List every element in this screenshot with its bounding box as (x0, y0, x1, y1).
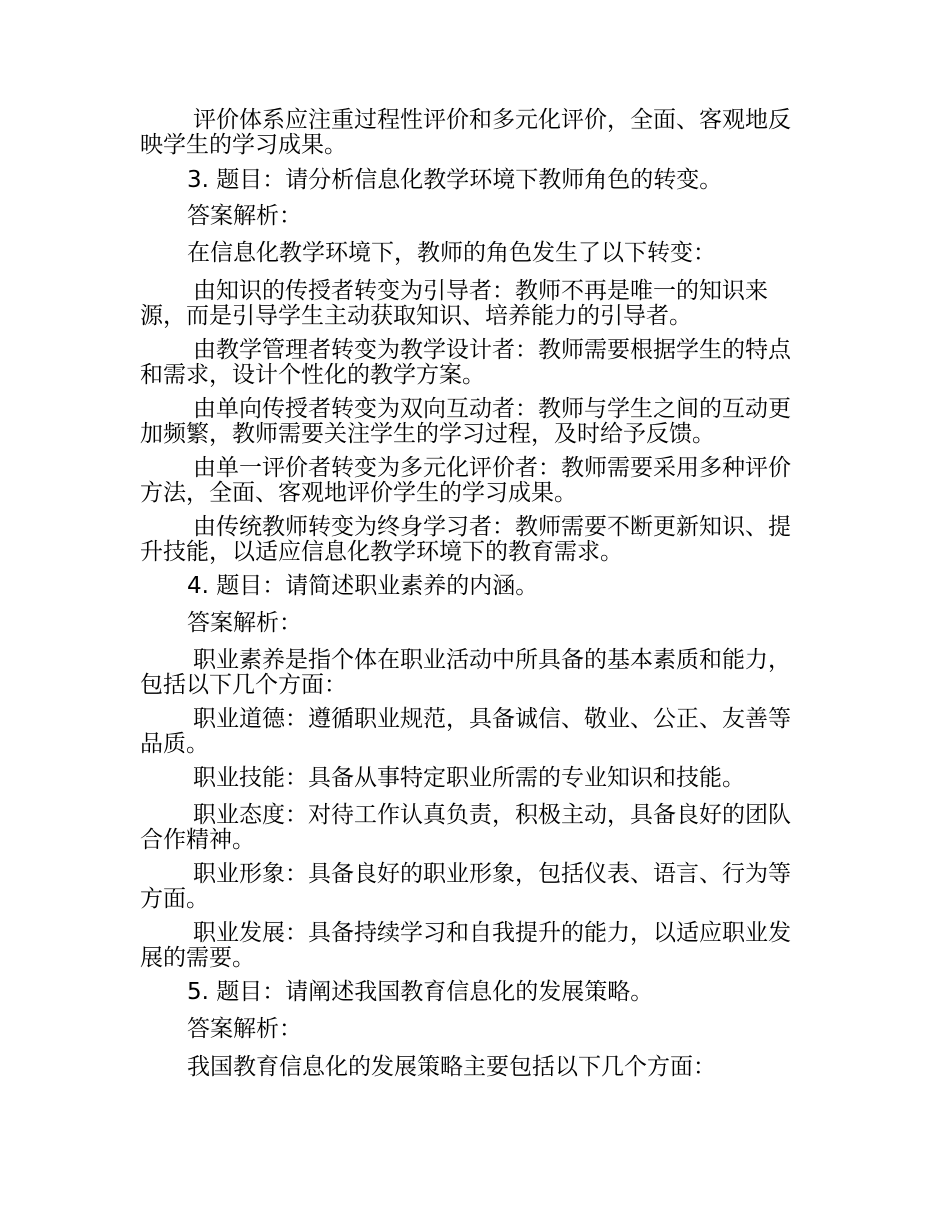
paragraph-professional-image: 职业形象：具备良好的职业形象，包括仪表、语言、行为等方面。 (140, 861, 791, 912)
paragraph-professional-literacy: 职业素养是指个体在职业活动中所具备的基本素质和能力，包括以下几个方面： (140, 647, 791, 698)
paragraph-professional-development: 职业发展：具备持续学习和自我提升的能力，以适应职业发展的需要。 (140, 920, 791, 971)
paragraph-education-informatization-strategy: 我国教育信息化的发展策略主要包括以下几个方面： (187, 1054, 716, 1080)
paragraph-professional-skills: 职业技能：具备从事特定职业所需的专业知识和技能。 (193, 765, 745, 791)
paragraph-role-evaluator: 由单一评价者转变为多元化评价者：教师需要采用多种评价方法，全面、客观地评价学生的学习成果。 (140, 455, 791, 506)
answer-label-4: 答案解析： (187, 610, 302, 636)
question-3-heading: 3. 题目：请分析信息化教学环境下教师角色的转变。 (187, 167, 723, 193)
paragraph-teacher-role-intro: 在信息化教学环境下，教师的角色发生了以下转变： (187, 240, 716, 266)
question-4-heading: 4. 题目：请简述职业素养的内涵。 (187, 573, 539, 599)
paragraph-role-guide: 由知识的传授者转变为引导者：教师不再是唯一的知识来源，而是引导学生主动获取知识、培养能力的引导者。 (140, 278, 768, 329)
paragraph-role-lifelong-learner: 由传统教师转变为终身学习者：教师需要不断更新知识、提升技能，以适应信息化教学环境下的教育需求。 (140, 514, 791, 565)
paragraph-professional-ethics: 职业道德：遵循职业规范，具备诚信、敬业、公正、友善等品质。 (140, 706, 791, 757)
question-5-heading: 5. 题目：请阐述我国教育信息化的发展策略。 (187, 979, 654, 1005)
answer-label-3: 答案解析： (187, 203, 302, 229)
answer-label-5: 答案解析： (187, 1016, 302, 1042)
paragraph-professional-attitude: 职业态度：对待工作认真负责，积极主动，具备良好的团队合作精神。 (140, 802, 791, 853)
paragraph-role-interactive: 由单向传授者转变为双向互动者：教师与学生之间的互动更加频繁，教师需要关注学生的学习过程，及时给予反馈。 (140, 396, 791, 447)
paragraph-role-designer: 由教学管理者转变为教学设计者：教师需要根据学生的特点和需求，设计个性化的教学方案。 (140, 337, 791, 388)
paragraph-evaluation-system: 评价体系应注重过程性评价和多元化评价，全面、客观地反映学生的学习成果。 (140, 107, 791, 158)
